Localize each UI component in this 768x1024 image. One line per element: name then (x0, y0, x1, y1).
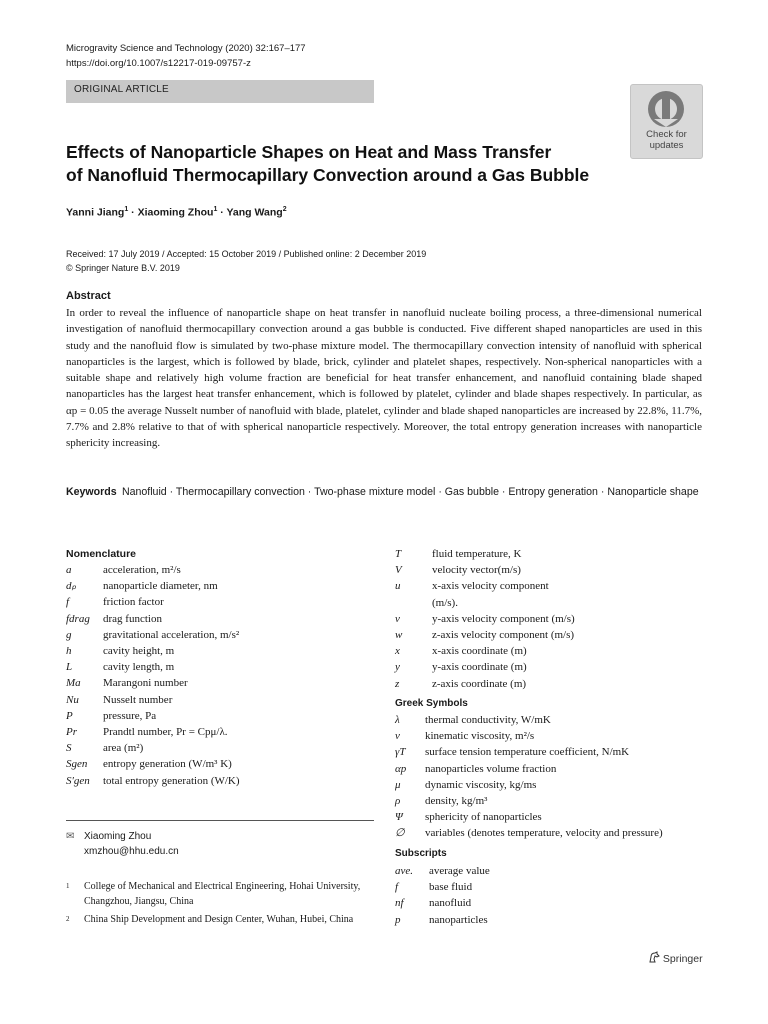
nomenclature-symbol: x (395, 645, 400, 658)
nomenclature-description: nanofluid (429, 897, 472, 910)
publisher-logo (648, 951, 703, 965)
nomenclature-description: y-axis velocity component (m/s) (432, 612, 575, 625)
article-type-banner (66, 80, 374, 103)
nomenclature-description: total entropy generation (W/K) (103, 774, 240, 787)
doi-link[interactable]: https://doi.org/10.1007/s12217-019-09757-z (66, 58, 251, 69)
greek-symbols-heading: Greek Symbols (395, 698, 468, 709)
nomenclature-row (66, 578, 374, 594)
keywords-heading: Keywords (66, 486, 117, 498)
badge-line-1: Check for (646, 129, 687, 140)
nomenclature-symbol: γT (395, 746, 406, 759)
article-title (66, 141, 626, 187)
nomenclature-row (395, 627, 703, 643)
author-list (66, 206, 287, 219)
nomenclature-description: z-axis velocity component (m/s) (432, 629, 575, 641)
nomenclature-description: y-axis coordinate (m) (432, 661, 527, 674)
nomenclature-row (66, 675, 374, 691)
nomenclature-description: nanoparticles (429, 913, 488, 926)
nomenclature-symbol: u (395, 580, 401, 593)
nomenclature-row (395, 744, 703, 760)
publisher-name: Springer (662, 953, 703, 965)
subscripts-heading: Subscripts (395, 848, 447, 859)
nomenclature-description: density, kg/m³ (425, 795, 488, 807)
corresponding-email[interactable]: xmzhou@hhu.edu.cn (84, 846, 179, 857)
keywords-block (66, 484, 702, 501)
journal-citation (66, 41, 306, 71)
nomenclature-row (395, 825, 703, 841)
nomenclature-row (395, 712, 703, 728)
publication-history (66, 247, 426, 275)
affiliation-1 (66, 879, 376, 911)
nomenclature-description: cavity length, m (103, 661, 175, 674)
nomenclature-symbol: nf (395, 897, 404, 910)
author-affiliation-ref: 1 (213, 206, 218, 213)
nomenclature-symbol: w (395, 629, 403, 641)
nomenclature-description: drag function (103, 612, 162, 625)
nomenclature-row (66, 611, 374, 627)
nomenclature-description: pressure, Pa (103, 709, 157, 722)
nomenclature-symbol: z (395, 677, 400, 690)
affiliation-text: China Ship Development and Design Center, Wuhan, Hubei, China (84, 914, 354, 925)
nomenclature-row (66, 773, 374, 789)
nomenclature-row (66, 562, 374, 578)
nomenclature-symbol: g (66, 628, 72, 641)
abstract-text: In order to reveal the influence of nanoparticle shape on heat transfer in nanofluid nucleate boiling process, a three-dimensional numerical investigation of nanofluid thermocapillary convection around a gas bubble is conducted. Five different shaped nanoparticles are used in this study and the nanofluid flow is simulated by two-phase mixture model. The thermocapillary convection intensity of nanofluid with spherical nanoparticles is the largest, which is followed by blade, brick, cylinder and platelet shapes, respectively. Non-spherical nanoparticles with a suitable shape and relatively high volume fraction are beneficial for heat transfer enhancement, and nanofluid containing blade shaped nanoparticles has the largest heat transfer enhancement, which is followed by platelet, cylinder and blade shapes respectively. In particular, as αp = 0.05 the average Nusselt number of nanofluid with blade, platelet, cylinder and blade shaped nanoparticles are increased by 22.8%, 11.7%, 7.7% and 2.8% relative to that of with spherical nanoparticle respectively. Moreover, the total entropy generation increases with nanoparticle sphericity increasing. (66, 307, 702, 450)
nomenclature-symbol: y (395, 661, 400, 674)
author-name[interactable]: Yang Wang (226, 206, 283, 219)
nomenclature-description: base fluid (429, 881, 473, 894)
nomenclature-left-list (66, 562, 374, 792)
nomenclature-description: average value (429, 865, 490, 877)
nomenclature-description: sphericity of nanoparticles (425, 811, 542, 824)
nomenclature-description: entropy generation (W/m³ K) (103, 758, 232, 771)
badge-line-2: updates (649, 140, 684, 151)
nomenclature-row (395, 912, 703, 928)
nomenclature-description: x-axis velocity component (432, 580, 549, 593)
subscripts-list (395, 863, 703, 933)
affiliation-number: 1 (66, 882, 70, 890)
keywords-list: Nanofluid · Thermocapillary convection · Two-phase mixture model · Gas bubble · Entropy generation · Nanoparticle shape (121, 486, 699, 498)
nomenclature-symbol: dₚ (66, 580, 77, 593)
nomenclature-symbol: f (395, 881, 399, 894)
nomenclature-symbol: Nu (66, 693, 79, 706)
nomenclature-row (395, 676, 703, 692)
nomenclature-symbol: P (66, 709, 73, 722)
nomenclature-symbol: f (66, 596, 70, 609)
nomenclature-row (66, 740, 374, 756)
affiliation-text: College of Mechanical and Electrical Engineering, Hohai University, Changzhou, Jiangsu, China (84, 881, 361, 907)
nomenclature-row (395, 611, 703, 627)
affiliation-number: 2 (66, 915, 70, 923)
nomenclature-symbol: ∅ (395, 827, 405, 840)
corresponding-author: Xiaoming Zhou (84, 831, 152, 842)
nomenclature-row (395, 659, 703, 675)
nomenclature-description: x-axis coordinate (m) (432, 645, 527, 658)
nomenclature-description: nanoparticle diameter, nm (103, 580, 218, 593)
nomenclature-description: variables (denotes temperature, velocity and pressure) (425, 827, 663, 840)
nomenclature-description: gravitational acceleration, m/s² (103, 628, 240, 641)
nomenclature-description: area (m²) (103, 742, 144, 755)
nomenclature-description: dynamic viscosity, kg/ms (425, 778, 537, 791)
nomenclature-symbol: T (395, 548, 402, 560)
nomenclature-symbol: v (395, 612, 400, 625)
abstract-heading: Abstract (66, 290, 111, 302)
nomenclature-right-list (395, 546, 703, 696)
nomenclature-symbol: Pr (66, 726, 77, 738)
footnote-divider (66, 820, 374, 821)
nomenclature-row (395, 643, 703, 659)
nomenclature-row (66, 594, 374, 610)
nomenclature-symbol: Ψ (395, 811, 403, 824)
nomenclature-symbol: S′gen (66, 774, 90, 787)
nomenclature-description: z-axis coordinate (m) (432, 677, 527, 690)
check-for-updates-badge[interactable] (630, 84, 703, 159)
nomenclature-row (395, 761, 703, 777)
affiliation-2 (66, 912, 376, 930)
nomenclature-row (66, 708, 374, 724)
nomenclature-description: (m/s). (432, 596, 458, 609)
nomenclature-symbol: p (395, 913, 401, 926)
title-line-2: of Nanofluid Thermocapillary Convection around a Gas Bubble (66, 165, 590, 185)
author-affiliation-ref: 1 (124, 206, 129, 213)
nomenclature-row (395, 728, 703, 744)
nomenclature-description: friction factor (103, 596, 164, 609)
article-type-label: ORIGINAL ARTICLE (74, 84, 169, 95)
nomenclature-symbol: V (395, 564, 402, 577)
nomenclature-description: acceleration, m²/s (103, 564, 181, 576)
journal-line: Microgravity Science and Technology (2020) 32:167–177 (66, 43, 306, 54)
nomenclature-symbol: αp (395, 762, 407, 775)
nomenclature-row (395, 562, 703, 578)
title-line-1: Effects of Nanoparticle Shapes on Heat and Mass Transfer (66, 142, 552, 162)
nomenclature-row (66, 724, 374, 740)
envelope-icon: ✉ (66, 831, 75, 842)
nomenclature-symbol: a (66, 564, 72, 576)
author-name[interactable]: Xiaoming Zhou (137, 206, 214, 219)
nomenclature-symbol: Sgen (66, 758, 88, 771)
nomenclature-row (395, 793, 703, 809)
nomenclature-row (395, 595, 703, 611)
nomenclature-symbol: L (66, 661, 73, 674)
author-separator: · (217, 206, 227, 219)
nomenclature-description: surface tension temperature coefficient, N/mK (425, 746, 630, 759)
nomenclature-symbol: fdrag (66, 612, 90, 625)
nomenclature-symbol: μ (395, 778, 401, 791)
nomenclature-row (395, 863, 703, 879)
nomenclature-row (66, 659, 374, 675)
nomenclature-heading: Nomenclature (66, 548, 137, 560)
nomenclature-row (395, 809, 703, 825)
nomenclature-row (395, 777, 703, 793)
nomenclature-symbol: h (66, 645, 72, 657)
author-separator: · (128, 206, 138, 219)
crossmark-icon (646, 89, 686, 129)
nomenclature-symbol: ν (395, 730, 400, 743)
nomenclature-symbol: Ma (66, 677, 81, 690)
nomenclature-description: kinematic viscosity, m²/s (425, 730, 535, 743)
nomenclature-description: cavity height, m (103, 645, 175, 657)
nomenclature-row (395, 879, 703, 895)
history-dates: Received: 17 July 2019 / Accepted: 15 October 2019 / Published online: 2 December 2019 (66, 249, 427, 259)
nomenclature-symbol: S (66, 742, 72, 755)
nomenclature-row (66, 692, 374, 708)
nomenclature-row (395, 546, 703, 562)
nomenclature-description: fluid temperature, K (432, 548, 522, 560)
nomenclature-row (66, 627, 374, 643)
springer-horse-icon (648, 951, 660, 963)
nomenclature-row (395, 578, 703, 594)
nomenclature-row (395, 895, 703, 911)
nomenclature-description: thermal conductivity, W/mK (425, 714, 551, 726)
author-name[interactable]: Yanni Jiang (66, 206, 125, 219)
nomenclature-description: Prandtl number, Pr = Cpμ/λ. (103, 726, 228, 738)
author-affiliation-ref: 2 (282, 206, 287, 213)
nomenclature-symbol: λ (395, 714, 400, 726)
greek-symbols-list (395, 712, 703, 842)
nomenclature-description: nanoparticles volume fraction (425, 762, 557, 775)
nomenclature-symbol: ave. (395, 865, 414, 877)
nomenclature-symbol: ρ (395, 795, 401, 807)
correspondence-block (66, 829, 179, 859)
nomenclature-row (66, 756, 374, 772)
nomenclature-row (66, 643, 374, 659)
nomenclature-description: Marangoni number (103, 677, 188, 690)
nomenclature-description: Nusselt number (103, 693, 173, 706)
copyright-line: © Springer Nature B.V. 2019 (66, 263, 180, 273)
nomenclature-description: velocity vector(m/s) (432, 564, 521, 577)
